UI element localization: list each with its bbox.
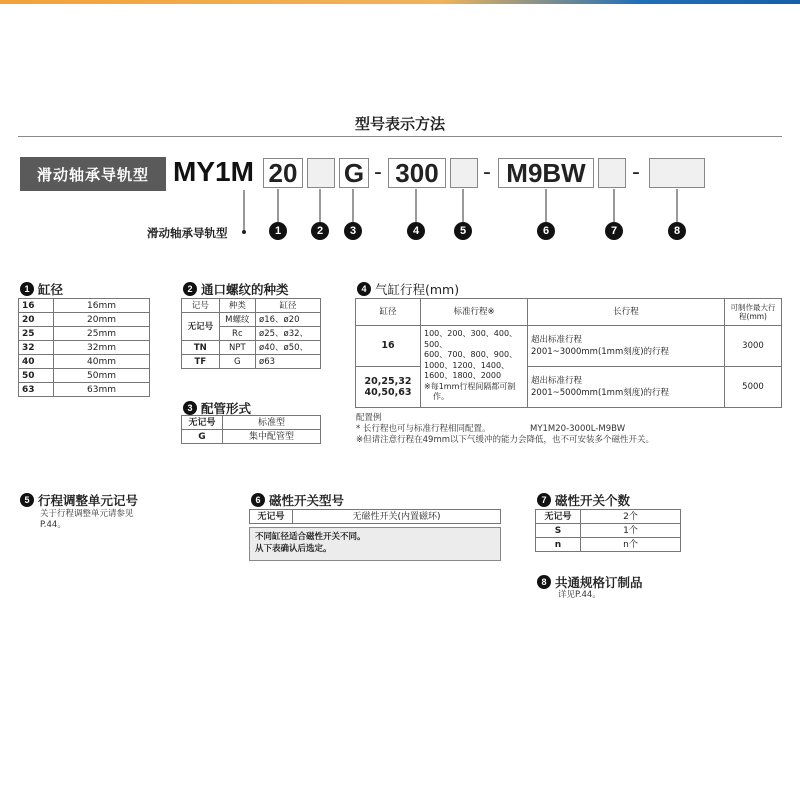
long-stroke-line: 超出标准行程 xyxy=(531,376,583,386)
piping-code-cell: 无记号 xyxy=(182,416,223,430)
switch-count-heading xyxy=(537,491,630,509)
table-row xyxy=(19,341,150,355)
long-stroke-cell xyxy=(528,367,725,408)
bore-value-cell: 32mm xyxy=(54,341,150,355)
table-row xyxy=(182,430,321,444)
table-row xyxy=(182,313,321,327)
count-value-cell: 1个 xyxy=(581,524,681,538)
bore-code-cell: 25 xyxy=(19,327,54,341)
switch-note-box xyxy=(249,527,501,561)
note-text: * 长行程也可与标准行程相同配置。 xyxy=(356,424,491,434)
bore-code-cell: 40 xyxy=(19,355,54,369)
count-code-cell: 无记号 xyxy=(536,510,581,524)
custom-note: 详见P.44。 xyxy=(558,590,601,600)
marker-4: 4 xyxy=(407,222,425,240)
port-code-cell: TN xyxy=(182,341,220,355)
example-label: 配置例 xyxy=(356,413,382,423)
max-stroke-cell: 3000 xyxy=(725,326,782,367)
switch-heading xyxy=(251,491,344,509)
stroke-heading xyxy=(357,280,459,298)
table-row xyxy=(536,524,681,538)
stroke-bore-cell: 16 xyxy=(356,326,421,367)
long-stroke-cell xyxy=(528,326,725,367)
port-type-cell: Rc xyxy=(219,327,255,341)
port-heading-text: 通口螺纹的种类 xyxy=(201,282,289,297)
table-row xyxy=(356,299,782,326)
switch-count-table xyxy=(535,509,681,552)
stroke-header-cell: 标准行程※ xyxy=(421,299,528,326)
stroke-unit-note xyxy=(40,509,134,531)
bore-code-cell: 63 xyxy=(19,383,54,397)
port-bore-cell: ø25、ø32、 xyxy=(256,327,321,341)
note-text: 不同缸径适合磁性开关不同。 xyxy=(255,532,366,542)
model-type-tag: 滑动轴承导轨型 xyxy=(20,157,166,191)
stroke-header-cell: 可制作最大行程(mm) xyxy=(725,299,782,326)
standard-stroke-line: 600、700、800、900、 xyxy=(424,350,518,359)
port-header-cell: 记号 xyxy=(182,299,220,313)
bore-value-cell: 50mm xyxy=(54,369,150,383)
bore-code-cell: 16 xyxy=(19,299,54,313)
standard-stroke-line: 100、200、300、400、500、 xyxy=(424,329,518,349)
standard-stroke-cell xyxy=(421,326,528,408)
stroke-code: 300 xyxy=(395,158,439,188)
table-row xyxy=(536,510,681,524)
marker-2-small: 2 xyxy=(183,282,197,296)
port-table xyxy=(181,298,321,369)
model-prefix: MY1M xyxy=(173,156,254,187)
switch-table xyxy=(249,509,501,524)
page-title: 型号表示方法 xyxy=(354,115,445,133)
marker-3-small: 3 xyxy=(183,401,197,415)
port-code-cell: 无记号 xyxy=(182,313,220,341)
bore-value-cell: 40mm xyxy=(54,355,150,369)
long-stroke-line: 2001~5000mm(1mm刻度)的行程 xyxy=(531,388,670,398)
marker-2: 2 xyxy=(311,222,329,240)
bore-value-cell: 25mm xyxy=(54,327,150,341)
bore-heading-text: 缸径 xyxy=(38,282,64,297)
bore-value-cell: 16mm xyxy=(54,299,150,313)
port-type-cell: NPT xyxy=(219,341,255,355)
table-row xyxy=(19,313,150,327)
marker-4-small: 4 xyxy=(357,282,371,296)
port-heading xyxy=(183,280,289,298)
note-text: ※但请注意行程在49mm以下气缓冲的能力会降低，也不可安装多个磁性开关。 xyxy=(356,435,655,445)
marker-8: 8 xyxy=(668,222,686,240)
table-row xyxy=(536,538,681,552)
dash-3: - xyxy=(632,160,640,185)
port-bore-cell: ø16、ø20 xyxy=(256,313,321,327)
marker-8-small: 8 xyxy=(537,575,551,589)
table-row xyxy=(19,327,150,341)
stroke-unit-heading xyxy=(20,491,138,509)
custom-heading-text: 共通规格订制品 xyxy=(555,575,643,590)
max-stroke-cell: 5000 xyxy=(725,367,782,408)
switch-code-cell: 无记号 xyxy=(250,510,293,524)
piping-code: G xyxy=(343,158,365,188)
bore-code-cell: 50 xyxy=(19,369,54,383)
bore-code: 20 xyxy=(268,158,298,188)
switch-value-cell: 无磁性开关(内置磁环) xyxy=(293,510,501,524)
marker-7: 7 xyxy=(605,222,623,240)
count-code-cell: S xyxy=(536,524,581,538)
table-row xyxy=(250,510,501,524)
switch-heading-text: 磁性开关型号 xyxy=(269,493,345,508)
marker-1: 1 xyxy=(269,222,287,240)
piping-heading-text: 配管形式 xyxy=(201,401,252,416)
stroke-header-cell: 缸径 xyxy=(356,299,421,326)
bore-table xyxy=(18,298,150,397)
long-stroke-line: 2001~3000mm(1mm刻度)的行程 xyxy=(531,347,670,357)
custom-heading xyxy=(537,573,643,591)
standard-stroke-line: 1000、1200、1400、 xyxy=(424,360,510,370)
marker-1-small: 1 xyxy=(20,282,34,296)
table-row xyxy=(182,341,321,355)
count-code-cell: n xyxy=(536,538,581,552)
table-row xyxy=(19,369,150,383)
piping-value-cell: 集中配管型 xyxy=(223,430,321,444)
port-type-cell: M螺纹 xyxy=(219,313,255,327)
piping-code-cell: G xyxy=(182,430,223,444)
dash-1: - xyxy=(374,160,382,185)
switch-count-heading-text: 磁性开关个数 xyxy=(555,493,631,508)
standard-stroke-line: ※每1mm行程间隔都可制 xyxy=(424,381,516,391)
port-bore-cell: ø63 xyxy=(256,355,321,369)
note-text: 关于行程调整单元请参见 xyxy=(40,509,134,519)
stroke-header-cell: 长行程 xyxy=(528,299,725,326)
bore-code-cell: 32 xyxy=(19,341,54,355)
table-row xyxy=(356,367,782,408)
marker-6: 6 xyxy=(537,222,555,240)
bore-value-cell: 63mm xyxy=(54,383,150,397)
stroke-unit-heading-text: 行程调整单元记号 xyxy=(38,493,139,508)
marker-5-small: 5 xyxy=(20,493,34,507)
port-header-cell: 种类 xyxy=(219,299,255,313)
bore-value-cell: 20mm xyxy=(54,313,150,327)
switch-code: M9BW xyxy=(506,158,586,188)
count-value-cell: 2个 xyxy=(581,510,681,524)
table-row xyxy=(19,299,150,313)
standard-stroke-line: 作。 xyxy=(433,392,449,401)
count-value-cell: n个 xyxy=(581,538,681,552)
table-row xyxy=(356,326,782,367)
stroke-bore-line: 20,25,32 xyxy=(364,376,412,387)
marker-6-small: 6 xyxy=(251,493,265,507)
standard-stroke-line: 1600、1800、2000 xyxy=(424,371,502,380)
model-caption: 滑动轴承导轨型 xyxy=(147,226,228,240)
dash-2: - xyxy=(483,160,491,185)
marker-7-small: 7 xyxy=(537,493,551,507)
leader-lines xyxy=(0,0,800,260)
table-row xyxy=(182,355,321,369)
note-line-1 xyxy=(356,424,786,435)
port-header-cell: 缸径 xyxy=(256,299,321,313)
marker-3: 3 xyxy=(344,222,362,240)
marker-5: 5 xyxy=(454,222,472,240)
long-stroke-line: 超出标准行程 xyxy=(531,335,583,345)
note-text: 从下表确认后选定。 xyxy=(255,544,332,554)
port-code-cell: TF xyxy=(182,355,220,369)
stroke-table xyxy=(355,298,782,408)
caption-dot xyxy=(242,230,246,234)
stroke-notes xyxy=(356,413,786,446)
port-type-cell: G xyxy=(219,355,255,369)
port-bore-cell: ø40、ø50、 xyxy=(256,341,321,355)
stroke-heading-text: 气缸行程(mm) xyxy=(375,282,460,297)
example-model: MY1M20-3000L-M9BW xyxy=(530,424,626,434)
table-row xyxy=(182,416,321,430)
bore-heading xyxy=(20,280,63,298)
table-row xyxy=(182,299,321,313)
piping-value-cell: 标准型 xyxy=(223,416,321,430)
stroke-bore-cell xyxy=(356,367,421,408)
table-row xyxy=(19,355,150,369)
piping-table xyxy=(181,415,321,444)
stroke-bore-line: 40,50,63 xyxy=(364,387,412,398)
bore-code-cell: 20 xyxy=(19,313,54,327)
table-row xyxy=(19,383,150,397)
note-text: P.44。 xyxy=(40,520,66,530)
